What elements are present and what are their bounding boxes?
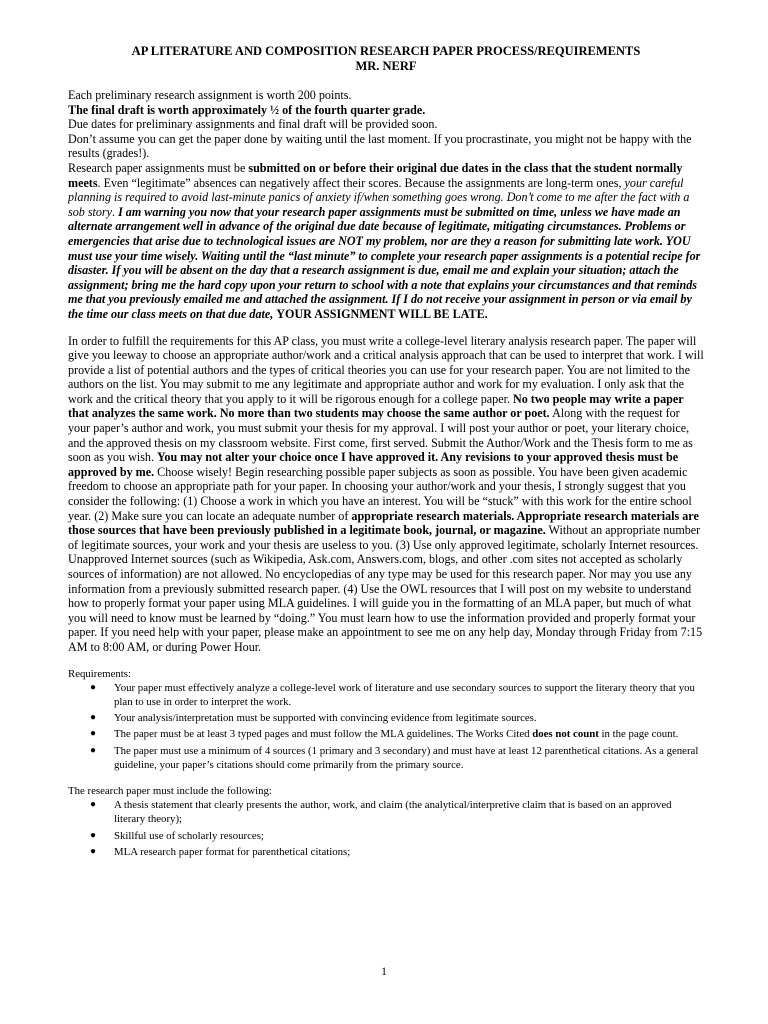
requirements-heading: Requirements: — [68, 667, 131, 680]
body-bold-text: appropriate research materials. Appropriate research materials are those sources that have been previously published in a legitimate book, journal, or magazine. — [68, 508, 699, 538]
bullet-icon: ● — [90, 845, 97, 857]
list-item-text: The paper must use a minimum of 4 sources (1 primary and 3 secondary) and must have at least 12 parenthetical citations. As a general guideline, your paper’s citations should come primarily from the primary source. — [114, 744, 699, 771]
list-item — [68, 845, 704, 859]
body-text: Without an appropriate number of legitimate sources, your work and your thesis are useless to you. (3) Use only approved legitimate, scholarly Internet resources. Unapproved Internet sources (such as Wikipedia, Ask.com, Answers.com, blogs, and other .com sites not accepted as scholarly sources of information) are not allowed. No encyclopedias of any type may be used for this research paper. Nor may you use any information from a previously submitted research paper. (4) Use the OWL resources that I will post on my website to understand how to properly format your paper using MLA guidelines. I will guide you in the formatting of an MLA paper, but much of what you will need to know must be learned by “doing.” You must learn how to use the information provided and properly format your paper. If you need help with your paper, please make an appointment to see me on any help day, Monday through Friday from 7:15 AM to 8:00 AM, or during Power Hour. — [68, 523, 703, 654]
bullet-icon: ● — [90, 799, 97, 811]
bullet-icon: ● — [90, 728, 97, 740]
policy-italic-text: your careful planning is required to avoid last-minute panics of anxiety if/when something goes wrong. Don’t come to me after the fact with a sob story — [68, 175, 690, 219]
bullet-icon: ● — [90, 744, 97, 756]
body-bold-text: No two people may write a paper that analyzes the same work. No more than two students may choose the same author or poet. — [68, 391, 684, 421]
list-item-text: in the page count. — [598, 728, 679, 741]
policy-text: . — [112, 204, 119, 219]
include-list — [68, 798, 704, 859]
intro-points-line: Each preliminary research assignment is worth 200 points. — [68, 88, 352, 102]
bullet-icon: ● — [90, 681, 97, 693]
include-heading: The research paper must include the following: — [68, 784, 272, 797]
list-item-bold-text: does not count — [532, 728, 599, 741]
page-number: 1 — [381, 966, 387, 978]
body-paragraph — [68, 334, 704, 655]
intro-final-draft-line: The final draft is worth approximately ½ of the fourth quarter grade. — [68, 102, 426, 117]
list-item — [68, 798, 704, 826]
intro-due-dates-line: Due dates for preliminary assignments and final draft will be provided soon. — [68, 117, 438, 132]
list-item-text: Skillful use of scholarly resources; — [114, 829, 264, 842]
policy-warning-text: I am warning you now that your research paper assignments must be submitted on time, unless we have made an alternate arrangement well in advance of the original due date because of legitimate, mitigating circumstances. Problems or emergencies that arise due to technological issues are NOT my problem, nor are they a reason for submitting late work. YOU must use your time wisely. Waiting until the “last minute” to complete your research paper assignments is a potential recipe for disaster. If you will be absent on the day that a research assignment is due, email me and explain your situation; attach the assignment; bring me the hard copy upon your return to school with a note that explains your circumstances and that reminds me that you previously emailed me and attached the assignment. If I do not receive your assignment in person or via email by the time our class meets on that due date, — [68, 204, 701, 321]
list-item-text: MLA research paper format for parenthetical citations; — [114, 845, 351, 858]
list-item — [68, 829, 704, 843]
bullet-icon: ● — [90, 829, 97, 841]
list-item-text: The paper must be at least 3 typed pages and must follow the MLA guidelines. The Works Cited — [114, 728, 533, 741]
body-text: Along with the request for your paper’s author and work, you must submit your thesis for my approval. I will post your author or poet, your literary choice, and the approved thesis on my classroom website. First come, first served. Submit the Author/Work and the Thesis form to me as soon as you wish. — [68, 406, 693, 465]
requirements-list — [68, 681, 704, 772]
document-author: MR. NERF — [355, 59, 417, 73]
spacer — [68, 74, 704, 88]
list-item — [68, 727, 704, 741]
document-page — [68, 44, 704, 861]
list-item — [68, 744, 704, 772]
intro-block — [68, 88, 704, 322]
body-text: In order to fulfill the requirements for this AP class, you must write a college-level literary analysis research paper. The paper will give you leeway to choose an appropriate author/work and a critical analysis approach that can be used to interpret that work. I will provide a list of potential authors and the types of critical theories you can use for your research paper. You are not limited to the authors on the list. You may submit to me any legitimate and appropriate author and work for my evaluation. I only ask that the work and the critical theory that you apply to it will be rigorous enough for a college paper. — [68, 333, 704, 406]
policy-bold-text: submitted on or before their original due dates in the class that the student normally meets — [68, 160, 683, 190]
list-item — [68, 711, 704, 725]
list-item-text: A thesis statement that clearly presents the author, work, and claim (the analytical/interpretive claim that is based on an approved literary theory); — [114, 799, 672, 826]
policy-paragraph — [68, 161, 704, 322]
document-title: AP LITERATURE AND COMPOSITION RESEARCH PAPER PROCESS/REQUIREMENTS — [131, 44, 641, 58]
list-item-text: Your analysis/interpretation must be supported with convincing evidence from legitimate sources. — [114, 712, 537, 725]
policy-text: Research paper assignments must be — [68, 160, 249, 175]
list-item-text: Your paper must effectively analyze a college-level work of literature and use secondary sources to support the literary theory that you plan to use in order to interpret the work. — [114, 681, 695, 708]
spacer — [68, 774, 704, 784]
list-item — [68, 681, 704, 709]
body-bold-text: You may not alter your choice once I have approved it. Any revisions to your approved thesis must be approved by me. — [68, 450, 679, 479]
spacer — [68, 655, 704, 667]
policy-text: . Even “legitimate” absences can negatively affect their scores. Because the assignments are long-term ones, — [97, 175, 625, 190]
bullet-icon: ● — [90, 712, 97, 724]
body-text: Choose wisely! Begin researching possible paper subjects as soon as possible. You have been given academic freedom to choose an appropriate path for your paper. In choosing your author/work and your thesis, I strongly suggest that you consider the following: (1) Choose a work in which you have an interest. You will be “stuck” with this work for the entire school year. (2) Make sure you can locate an adequate number of — [68, 464, 692, 523]
policy-late-notice: YOUR ASSIGNMENT WILL BE LATE. — [276, 306, 488, 321]
spacer — [68, 322, 704, 334]
intro-procrastinate-line: Don’t assume you can get the paper done by waiting until the last moment. If you procrastinate, you might not be happy with the results (grades!). — [68, 131, 692, 161]
